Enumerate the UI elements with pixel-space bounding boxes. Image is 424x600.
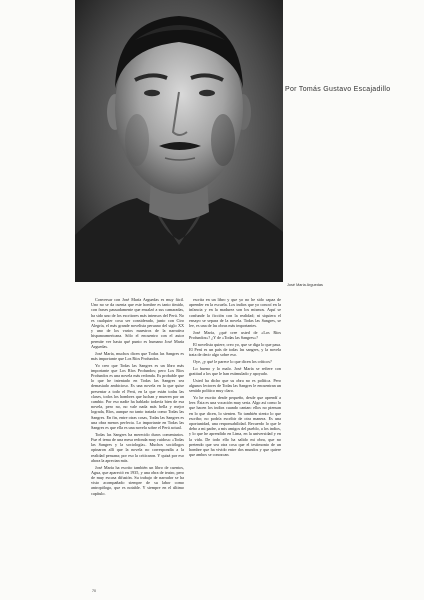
- paragraph: José María, ¿qué cree usted de «Los Ríos Profundos»? ¿Y de «Todas las Sangres»?: [189, 329, 281, 341]
- paragraph: escrita en un libro y que yo no he sido capaz de aprender en la escuela. Los indios que yo conocí en la infancia y en la madurez son los mismos. Aquí se confunde la ficción con la realidad; ni siquiera el ensayo se separa de la novela. Todas las Sangres, se lee, es una de las obras más importantes.: [189, 297, 281, 329]
- paragraph: José María, muchos dicen que Todas las Sangres es más importante que Los Ríos Profundos.: [91, 350, 184, 361]
- article-byline: Por Tomás Gustavo Escajadillo: [285, 86, 391, 93]
- paragraph: Oye, ¿y qué le parece lo que dicen los críticos?: [193, 359, 272, 365]
- paragraph: Yo creo que Todas las Sangres es un libro más importante que Los Ríos Profundos; pero Los Ríos Profundos es una novela más redonda. Es probable que lo que he intentado en Todas las Sangres sea demasiado ambicioso. Es una novela en la que quise presentar a todo el Perú, en la que están todas las clases, todos los hombres que luchan y mueren por un cambio. Por eso nadie ha hablado todavía bien de esa novela, pero no, no vale nada más bella y mejor lograda, Ríos, aunque no tanto tratada como Todas las Sangres. En fin, entre otras cosas, Todas las Sangres es una obra menos perfecta. Lo importante en Todas las Sangres es que ella es una novela sobre el Perú actual.: [91, 362, 184, 431]
- paragraph: Todas las Sangres ha merecido duros comentarios. Fue el tema de una mesa redonda muy ruidosa: «Todas las Sangres y la sociología». Muchos sociólogos opinaron allí que la novela no correspondía a la realidad peruana; por eso la criticaron. Y quizá por eso ahora la aprecian más.: [91, 431, 184, 463]
- portrait-photo: [75, 0, 283, 282]
- text-column-left: [91, 297, 184, 589]
- paragraph: Yo he escrito desde pequeño, desde que aprendí a leer. Ésta es una vocación muy seria. Algo así como lo que hacen los indios cuando cantan: ellos no piensan en lo que dicen, lo sienten. Yo también siento lo que escribo; no podría escribir de otra manera. Es una oportunidad, una responsabilidad. Recuerdo lo que le debo a mi padre, a mis amigos del pueblo, a los indios, y lo que he aprendido en Lima, en la universidad y en la vida. De todo ello ha salido mi obra, que no pretendo que sea otra cosa que el testimonio de un hombre que ha vivido entre dos mundos y que quiere que ambos se conozcan.: [189, 395, 281, 458]
- paragraph: El novelista quiere, creo yo, que se diga lo que pasa. El Perú es un país de todas las sangres, y la novela trata de decir algo sobre eso.: [189, 341, 281, 358]
- text-column-right: [189, 297, 281, 589]
- photo-caption: José María Arguedas: [287, 283, 323, 287]
- paragraph: Usted ha dicho que su obra no es política. Pero algunos lectores de Todas las Sangres le encuentran un sentido político muy claro.: [189, 377, 281, 394]
- page-number: 70: [92, 589, 96, 593]
- paragraph: Conversar con José María Arguedas es muy fácil. Uno no se da cuenta que este hombre es tanto tímido, con frases pausadamente que ensalzó a sus camaradas, ha sido uno de los escritores más intensos del Perú. No es cualquier cosa ser considerado, junto con Ciro Alegría, el más grande novelista peruano del siglo XX y uno de los varios maestros de la narrativa hispanoamericana. Sólo el encuentro con el autor permite ver hasta qué punto es humano José María Arguedas.: [91, 297, 184, 349]
- paragraph: José María ha escrito también un libro de cuentos, Agua, que apareció en 1935, y una obra de teatro, pero de muy escasa difusión. Su trabajo de narrador se ha visto acompañado siempre de su labor como antropólogo, que es notable. Y siempre en el último capítulo.: [91, 464, 184, 496]
- paragraph: Lo bueno y lo malo. José María se refiere con gratitud a los que le han estimulado y apoyado.: [189, 365, 281, 377]
